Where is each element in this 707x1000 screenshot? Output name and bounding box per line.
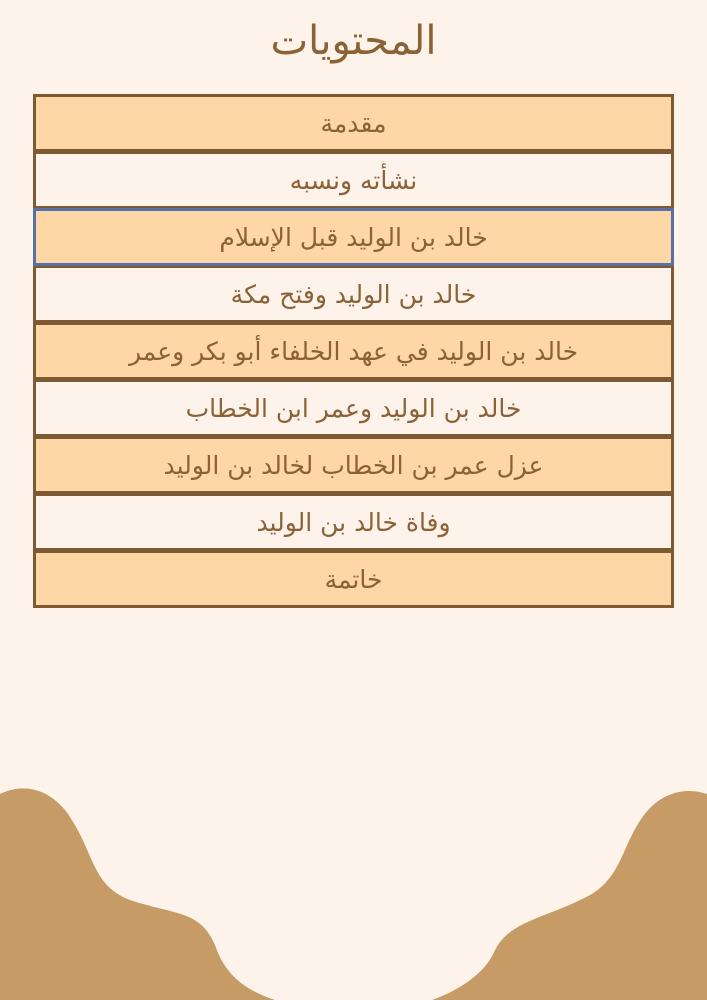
toc-item-conquest-of-mecca[interactable]: خالد بن الوليد وفتح مكة — [33, 265, 674, 323]
toc-item-umar[interactable]: خالد بن الوليد وعمر ابن الخطاب — [33, 379, 674, 437]
toc-item-dismissal[interactable]: عزل عمر بن الخطاب لخالد بن الوليد — [33, 436, 674, 494]
toc-item-caliphs-era[interactable]: خالد بن الوليد في عهد الخلفاء أبو بكر وعمر — [33, 322, 674, 380]
left-dune-shape — [0, 788, 275, 1000]
decorative-dunes — [0, 780, 707, 1000]
toc-item-death[interactable]: وفاة خالد بن الوليد — [33, 493, 674, 551]
toc-item-conclusion[interactable]: خاتمة — [33, 550, 674, 608]
right-dune-shape — [432, 791, 707, 1000]
page-title: المحتويات — [270, 18, 437, 64]
toc-item-introduction[interactable]: مقدمة — [33, 94, 674, 152]
toc-item-upbringing[interactable]: نشأته ونسبه — [33, 151, 674, 209]
table-of-contents — [33, 94, 674, 608]
toc-item-before-islam[interactable]: خالد بن الوليد قبل الإسلام — [33, 208, 674, 266]
